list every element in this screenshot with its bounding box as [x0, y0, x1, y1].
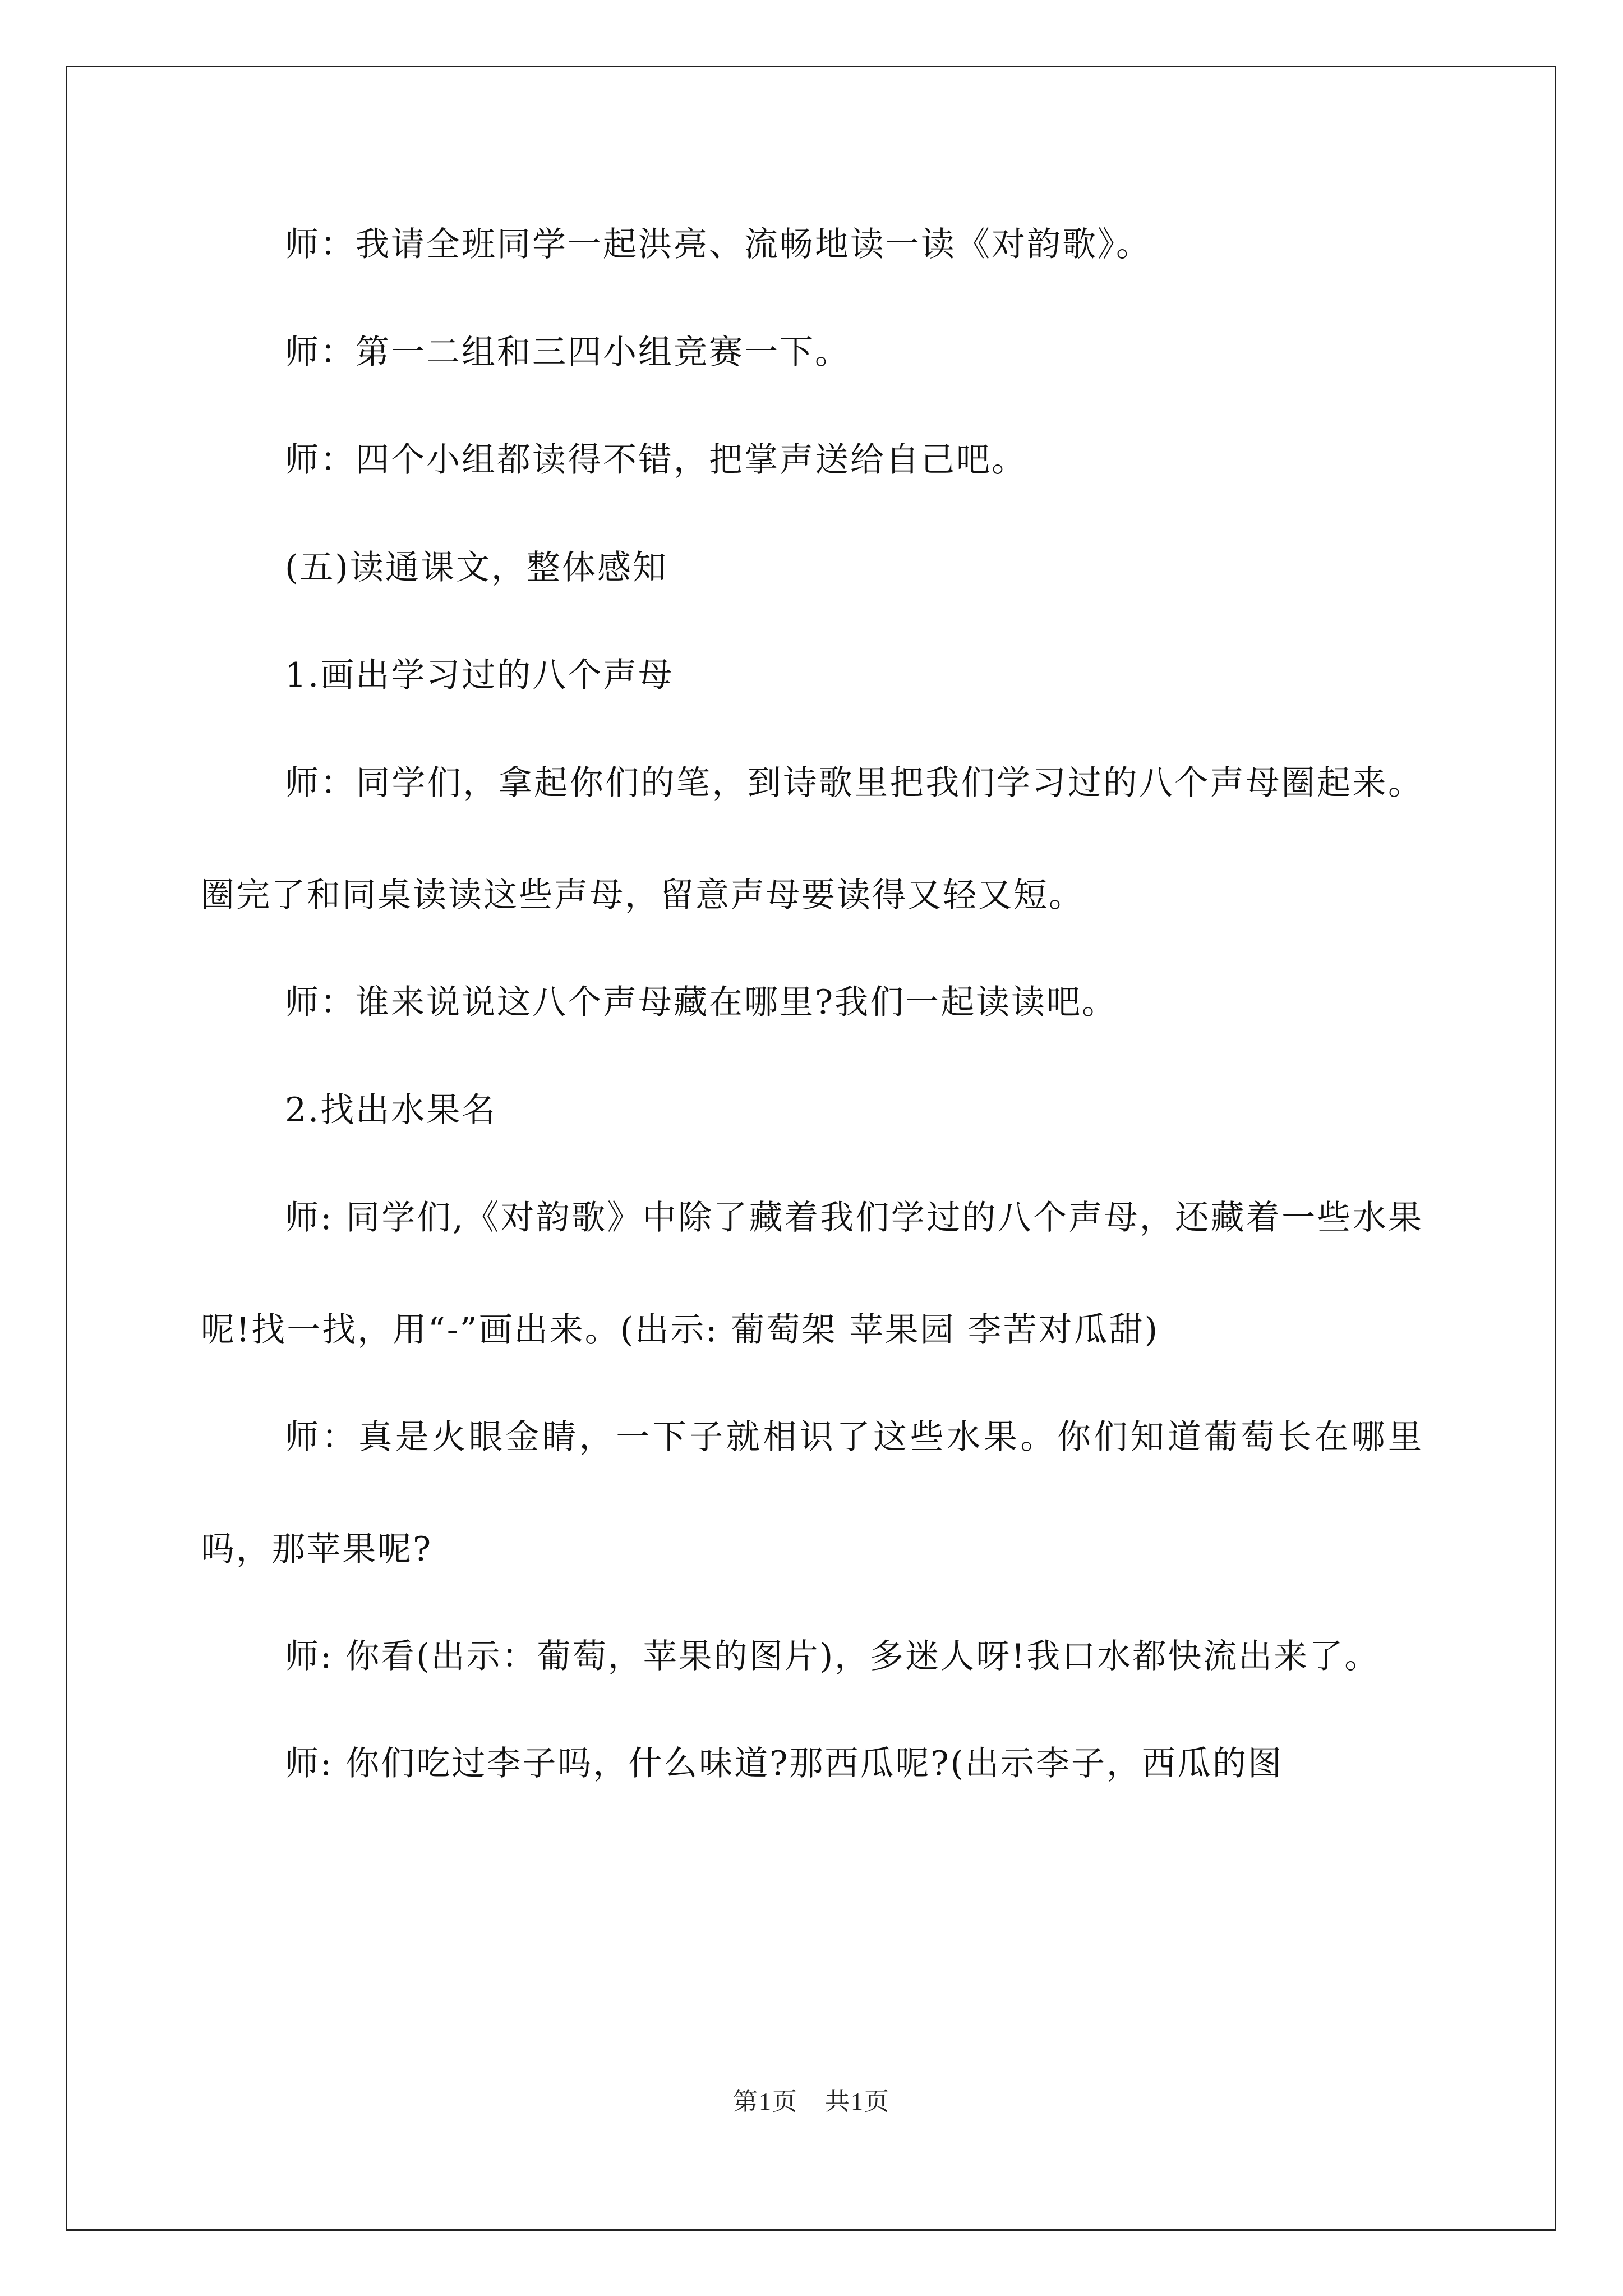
paragraph: 师：我请全班同学一起洪亮、流畅地读一读《对韵歌》。 [285, 225, 1151, 264]
paragraph: 师: 同学们,《对韵歌》中除了藏着我们学过的八个声母，还藏着一些水果呢!找一找，用“-”画出来。(出示: 葡萄架 苹果园 李苦对瓜甜) [201, 1198, 1423, 1350]
paragraph: 师：真是火眼金睛，一下子就相识了这些水果。你们知道葡萄长在哪里吗，那苹果呢? [201, 1418, 1423, 1569]
paragraph: 师：第一二组和三四小组竞赛一下。 [285, 333, 850, 372]
subsection-heading: 2.找出水果名 [285, 1091, 497, 1130]
paragraph: 师：谁来说说这八个声母藏在哪里?我们一起读读吧。 [285, 983, 1118, 1022]
document-body [201, 219, 1423, 1846]
section-heading: (五)读通课文，整体感知 [285, 548, 668, 587]
subsection-heading: 1.画出学习过的八个声母 [285, 656, 674, 695]
page-total: 共1页 [825, 2088, 890, 2115]
paragraph: 师：同学们，拿起你们的笔，到诗歌里把我们学习过的八个声母圈起来。圈完了和同桌读读这些声母，留意声母要读得又轻又短。 [201, 763, 1423, 915]
paragraph: 师：四个小组都读得不错，把掌声送给自己吧。 [285, 440, 1027, 480]
page-number: 第1页 [733, 2088, 798, 2115]
page-footer [0, 2081, 1623, 2117]
paragraph: 师: 你看(出示：葡萄，苹果的图片)，多迷人呀!我口水都快流出来了。 [285, 1637, 1380, 1676]
paragraph: 师: 你们吃过李子吗，什么味道?那西瓜呢?(出示李子，西瓜的图 [285, 1744, 1284, 1783]
